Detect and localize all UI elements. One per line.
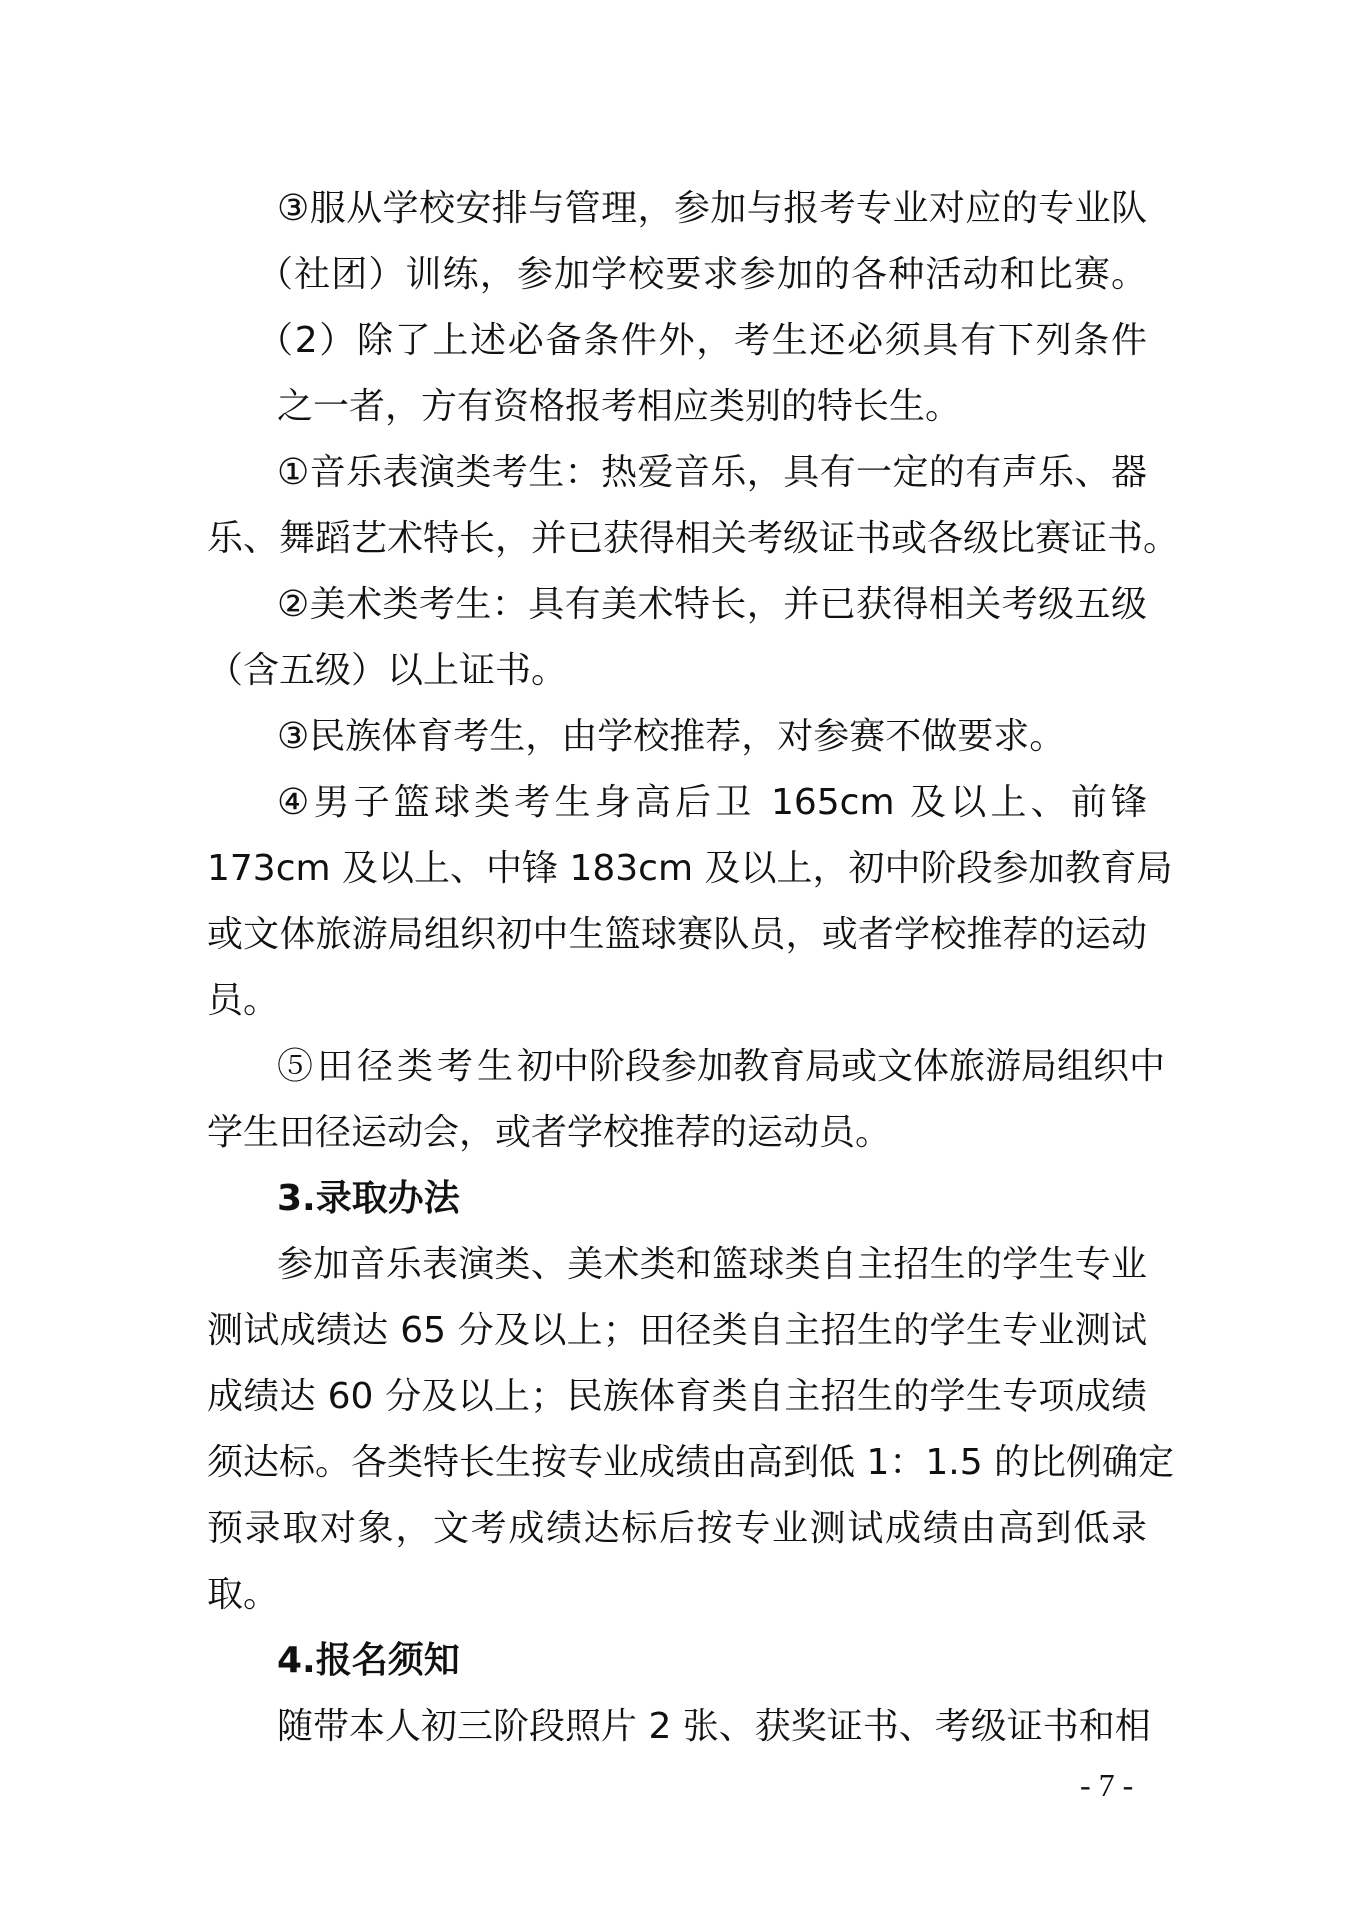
- paragraph-line: （含五级）以上证书。: [207, 650, 568, 691]
- paragraph-line: ③服从学校安排与管理，参加与报考专业对应的专业队: [277, 188, 1147, 229]
- paragraph-line: 取。: [207, 1574, 280, 1615]
- section-heading: 4.报名须知: [277, 1640, 460, 1681]
- paragraph-line: 员。: [207, 980, 280, 1021]
- paragraph-line: （2）除了上述必备条件外，考生还必须具有下列条件: [257, 320, 1147, 361]
- paragraph-line-mixed: [207, 1034, 1166, 1100]
- paragraph-line-rest: 初中阶段参加教育局或文体旅游局组织中: [517, 1046, 1166, 1087]
- paragraph-line: 须达标。各类特长生按专业成绩由高到低 1：1.5 的比例确定: [207, 1442, 1175, 1483]
- paragraph-line: 之一者，方有资格报考相应类别的特长生。: [277, 386, 962, 427]
- document-body: [207, 176, 1180, 1760]
- paragraph-line: 学生田径运动会，或者学校推荐的运动员。: [207, 1112, 892, 1153]
- paragraph-line: 测试成绩达 65 分及以上；田径类自主招生的学生专业测试: [207, 1310, 1147, 1351]
- paragraph-line: ④男子篮球类考生身高后卫 165cm 及以上、前锋: [277, 782, 1147, 823]
- paragraph-line: 随带本人初三阶段照片 2 张、获奖证书、考级证书和相: [277, 1706, 1151, 1747]
- paragraph-line: ①音乐表演类考生：热爱音乐，具有一定的有声乐、器: [277, 452, 1147, 493]
- section-heading: 3.录取办法: [277, 1178, 460, 1219]
- paragraph-line: ②美术类考生：具有美术特长，并已获得相关考级五级: [277, 584, 1147, 625]
- track-field-label: ⑤田径类考生: [277, 1046, 518, 1087]
- paragraph-line: 预录取对象，文考成绩达标后按专业测试成绩由高到低录: [207, 1508, 1147, 1549]
- paragraph-line: ③民族体育考生，由学校推荐，对参赛不做要求。: [277, 716, 1066, 757]
- page-number: - 7 -: [1080, 1767, 1134, 1803]
- paragraph-line: 或文体旅游局组织初中生篮球赛队员，或者学校推荐的运动: [207, 914, 1147, 955]
- paragraph-line: 173cm 及以上、中锋 183cm 及以上，初中阶段参加教育局: [207, 848, 1173, 889]
- paragraph-line: 乐、舞蹈艺术特长，并已获得相关考级证书或各级比赛证书。: [207, 518, 1180, 559]
- paragraph-line: 参加音乐表演类、美术类和篮球类自主招生的学生专业: [277, 1244, 1147, 1285]
- paragraph-line: 成绩达 60 分及以上；民族体育类自主招生的学生专项成绩: [207, 1376, 1147, 1417]
- paragraph-line: （社团）训练，参加学校要求参加的各种活动和比赛。: [257, 254, 1147, 295]
